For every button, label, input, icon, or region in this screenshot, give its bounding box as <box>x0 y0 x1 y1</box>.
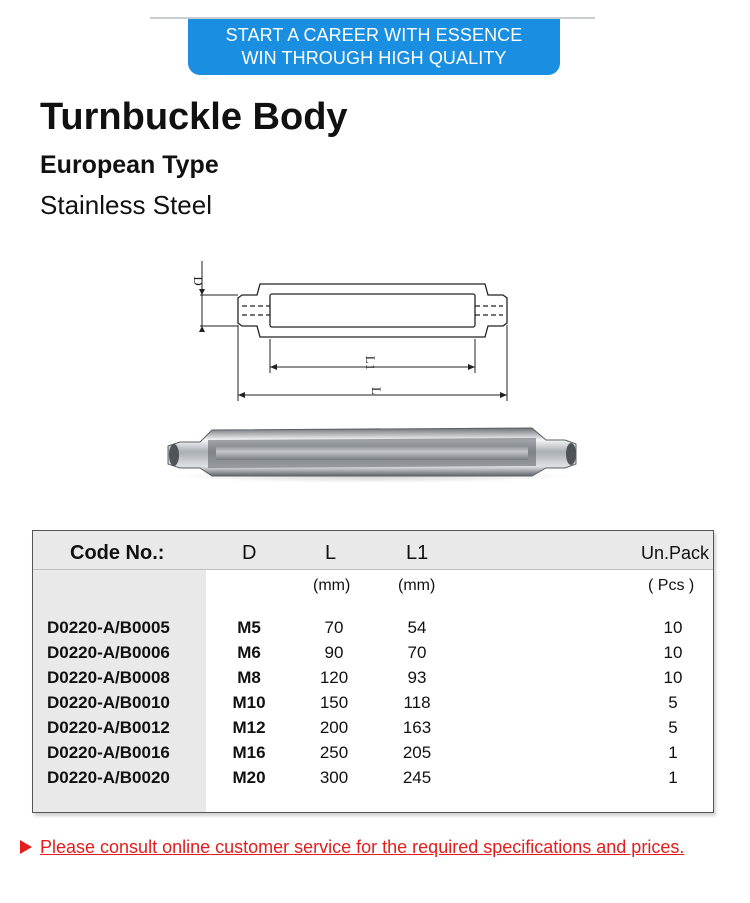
promo-banner <box>188 19 560 75</box>
row-code: D0220-A/B0008 <box>47 668 170 687</box>
product-subtitle: European Type <box>40 151 219 179</box>
banner-line-2: WIN THROUGH HIGH QUALITY <box>241 48 507 68</box>
unit-l1: (mm) <box>398 577 436 594</box>
row-l: 120 <box>319 668 349 687</box>
row-l: 90 <box>324 643 344 662</box>
row-code: D0220-A/B0020 <box>47 768 170 787</box>
row-d: M16 <box>232 743 266 762</box>
row-l: 250 <box>319 743 349 762</box>
specification-table <box>32 530 714 813</box>
consult-notice-text: Please consult online customer service for the required specifications and prices. <box>40 837 685 857</box>
product-material: Stainless Steel <box>40 190 212 220</box>
consult-notice[interactable] <box>20 837 684 858</box>
dimension-label-d: D <box>191 276 206 286</box>
row-l1: 205 <box>402 743 432 762</box>
dimension-label-l1: L1 <box>363 355 378 371</box>
row-code: D0220-A/B0005 <box>47 618 170 637</box>
row-l1: 93 <box>407 668 427 687</box>
row-d: M8 <box>237 668 261 687</box>
row-pack: 10 <box>663 643 683 662</box>
row-d: M5 <box>237 618 261 637</box>
red-triangle-arrow-icon <box>20 840 32 854</box>
dimension-label-l: L <box>369 387 384 395</box>
row-l1: 118 <box>403 693 431 712</box>
row-l: 150 <box>319 693 349 712</box>
row-code: D0220-A/B0016 <box>47 743 170 762</box>
header-divider <box>33 569 713 570</box>
row-l1: 163 <box>402 718 432 737</box>
row-pack: 5 <box>668 718 678 737</box>
row-l: 70 <box>324 618 344 637</box>
row-pack: 10 <box>663 668 683 687</box>
row-l: 300 <box>319 768 349 787</box>
row-d: M10 <box>232 693 266 712</box>
row-l1: 54 <box>407 618 427 637</box>
row-d: M20 <box>232 768 266 787</box>
row-pack: 10 <box>663 618 683 637</box>
header-l: L <box>325 542 337 564</box>
row-d: M6 <box>237 643 261 662</box>
row-code: D0220-A/B0006 <box>47 643 170 662</box>
header-un-pack: Un.Pack <box>641 543 710 563</box>
header-d: D <box>242 542 257 564</box>
row-l1: 70 <box>407 643 427 662</box>
header-code: Code No.: <box>70 542 165 564</box>
banner-line-1: START A CAREER WITH ESSENCE <box>225 25 523 45</box>
row-code: D0220-A/B0012 <box>47 718 170 737</box>
turnbuckle-dimension-drawing <box>180 255 550 405</box>
header-l1: L1 <box>406 542 429 564</box>
turnbuckle-product-photo <box>160 418 590 488</box>
row-d: M12 <box>232 718 266 737</box>
row-pack: 1 <box>668 743 678 762</box>
product-title: Turnbuckle Body <box>40 96 348 138</box>
row-pack: 1 <box>668 768 678 787</box>
unit-pack: ( Pcs ) <box>648 577 695 594</box>
row-pack: 5 <box>668 693 678 712</box>
unit-l: (mm) <box>313 577 351 594</box>
row-l: 200 <box>319 718 349 737</box>
row-l1: 245 <box>402 768 432 787</box>
row-code: D0220-A/B0010 <box>47 693 170 712</box>
